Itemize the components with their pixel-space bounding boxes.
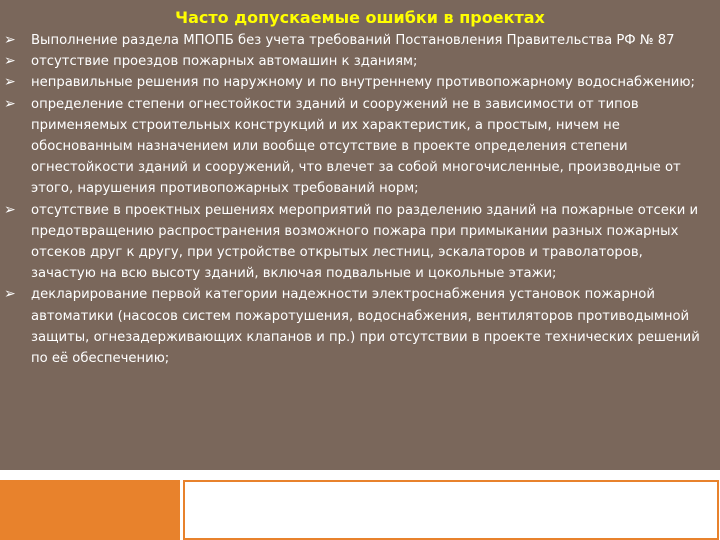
bullet-item	[0, 51, 710, 72]
arrow-bullet-icon	[4, 51, 16, 72]
arrow-bullet-icon	[4, 200, 16, 221]
arrow-bullet-icon	[4, 94, 16, 115]
bullet-item	[0, 284, 710, 369]
arrow-bullet-icon	[4, 284, 16, 305]
bullet-item	[0, 94, 710, 200]
bullet-item	[0, 72, 710, 93]
bullet-item	[0, 30, 710, 51]
bullet-text: Выполнение раздела МПОПБ без учета требований Постановления Правительства РФ № 87	[31, 33, 675, 48]
footer-decoration	[0, 470, 720, 540]
footer-outline-block	[183, 480, 719, 540]
bullet-text: отсутствие проездов пожарных автомашин к зданиям;	[31, 54, 418, 70]
bullet-text: неправильные решения по наружному и по внутреннему противопожарному водоснабжению;	[31, 75, 695, 91]
bullet-text: декларирование первой категории надежности электроснабжения установок пожарной автоматики (насосов систем пожаротушения, водоснабжения, вентиляторов противодымной защиты, огнезадерживающих клапанов и пр.) при отсутствии в проекте технических решений по её обеспечению;	[31, 287, 700, 367]
slide-title: Часто допускаемые ошибки в проектах	[175, 8, 545, 27]
arrow-bullet-icon	[4, 72, 16, 93]
bullet-text: определение степени огнестойкости зданий и сооружений не в зависимости от типов применяемых строительных конструкций и их характеристик, а простым, ничем не обоснованным назначением или вообще отсутствие в проекте определения степени огнестойкости зданий и сооружений, что влечет за собой многочисленные, производные от этого, нарушения противопожарных требований норм;	[31, 96, 681, 197]
bullet-item	[0, 200, 710, 285]
footer-orange-block	[0, 480, 180, 540]
bullet-list	[0, 30, 710, 369]
arrow-bullet-icon	[4, 30, 16, 51]
bullet-text: отсутствие в проектных решениях мероприятий по разделению зданий на пожарные отсеки и предотвращению распространения возможного пожара при примыкании разных пожарных отсеков друг к другу, при устройстве открытых лестниц, эскалаторов и траволаторов, зачастую на всю высоту зданий, включая подвальные и цокольные этажи;	[31, 202, 699, 282]
